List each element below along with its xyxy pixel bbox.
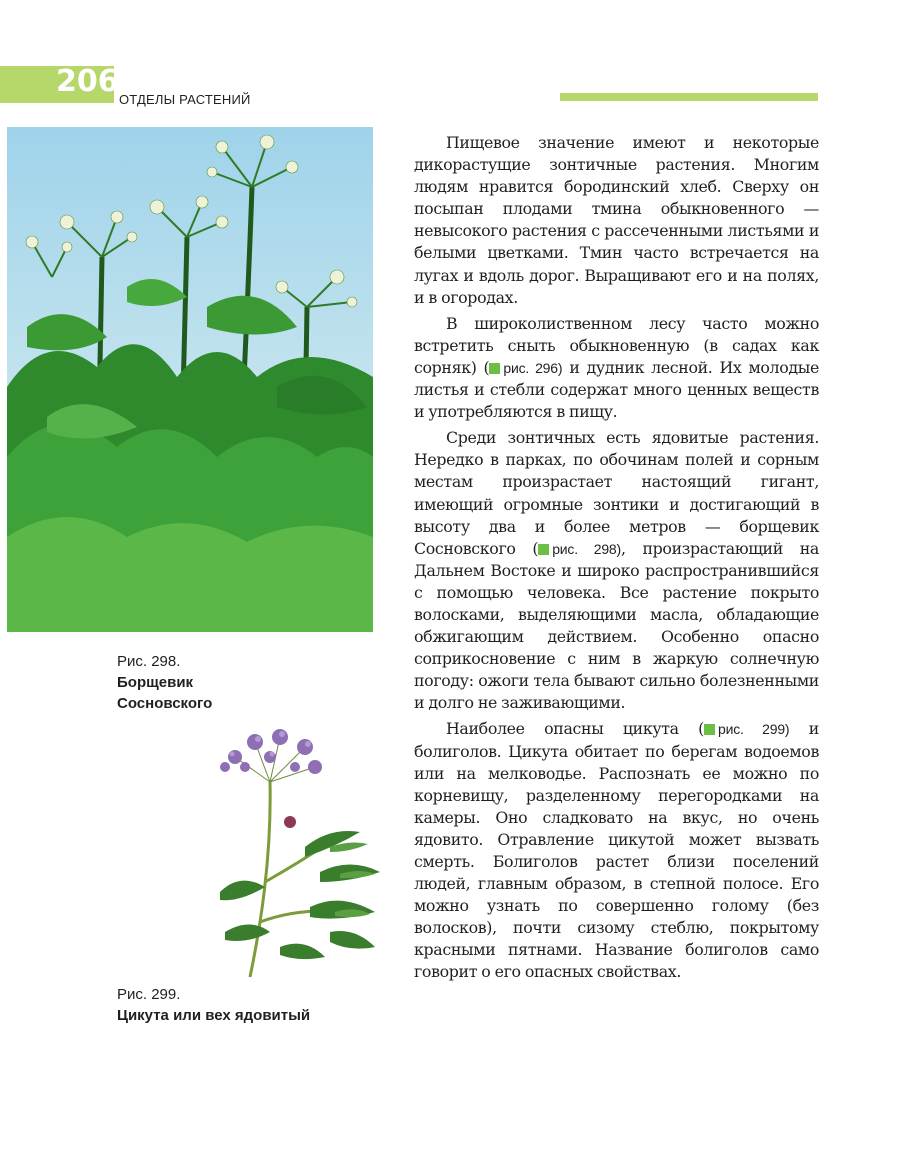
- paragraph-3-text-b: , произрастающий на Дальнем Востоке и широко распространившийся с помощью человека. Все растение покрыто волосками, выделяющими масла, обладающие обжигающим действием. Особенно опасно соприкосновение с ним в жаркую солнечную погоду: ожоги тела бывают сильно болезненными и долго не заживающими.: [414, 538, 820, 713]
- paragraph-2-text-a: В широколиственном лесу часто можно встретить сныть обыкновенную (в садах как сорняк) (: [414, 313, 819, 377]
- reference-marker-icon: [489, 363, 500, 374]
- figure-reference-296: [489, 360, 562, 376]
- figure-299-caption: [117, 984, 310, 1026]
- page-number: 206: [56, 64, 119, 99]
- reference-299-label: рис. 299): [718, 721, 790, 738]
- reference-marker-icon: [704, 724, 715, 735]
- reference-296-label: рис. 296): [503, 359, 563, 376]
- paragraph-4: [414, 718, 819, 983]
- figure-298-title-line2: Сосновского: [117, 695, 213, 712]
- paragraph-4-text-a: Наиболее опасны цикута (: [446, 719, 704, 739]
- header-rule: [560, 93, 818, 101]
- water-hemlock-illustration: [210, 722, 385, 984]
- figure-299-number: Рис. 299.: [117, 986, 181, 1003]
- reference-marker-icon: [538, 544, 549, 555]
- figure-reference-299: [704, 721, 789, 737]
- figure-299-title: Цикута или вех ядовитый: [117, 1007, 311, 1024]
- figure-reference-298: [538, 541, 621, 557]
- paragraph-2: [414, 313, 819, 423]
- paragraph-2-text-b: и дудник лесной. Их молодые листья и стебли содержат много ценных веществ и употребляются в пищу.: [414, 357, 820, 422]
- section-title: ОТДЕЛЫ РАСТЕНИЙ: [119, 92, 251, 107]
- figure-298-caption: [117, 651, 212, 714]
- figure-298-title-line1: Борщевик: [117, 674, 194, 691]
- reference-298-label: рис. 298): [552, 540, 621, 557]
- hogweed-photo: [7, 127, 373, 632]
- figure-298-number: Рис. 298.: [117, 653, 181, 670]
- paragraph-1: Пищевое значение имеют и некоторые дикорастущие зонтичные растения. Многим людям нравится бородинский хлеб. Сверху он посыпан плодами тмина обыкновенного — невысокого растения с рассеченными листьями и белыми цветками. Тмин часто встречается на лугах и вдоль дорог. Выращивают его и на полях, и в огородах.: [414, 133, 819, 307]
- body-text: [414, 132, 819, 984]
- paragraph-3: [414, 427, 819, 714]
- paragraph-4-text-b: и болиголов. Цикута обитает по берегам водоемов или на мелководье. Распознать ее можно по корневищу, разделенному перегородками на камеры. Оно сладковато на вкус, но очень ядовито. Отравление цикутой может вызвать смерть. Болиголов растет близи поселений людей, главным образом, в степной полосе. Его можно узнать по совершенно голому (без волосков), почти сизому стеблю, покрытому красными пятнами. Название болиголов само говорит о его опасных свойствах.: [414, 719, 819, 982]
- paragraph-3-text-a: Среди зонтичных есть ядовитые растения. Нередко в парках, по обочинам полей и сорным местам произрастает настоящий гигант, имеющий огромные зонтики и достигающий в высоту два и более метров — борщевик Сосновского (: [414, 428, 819, 558]
